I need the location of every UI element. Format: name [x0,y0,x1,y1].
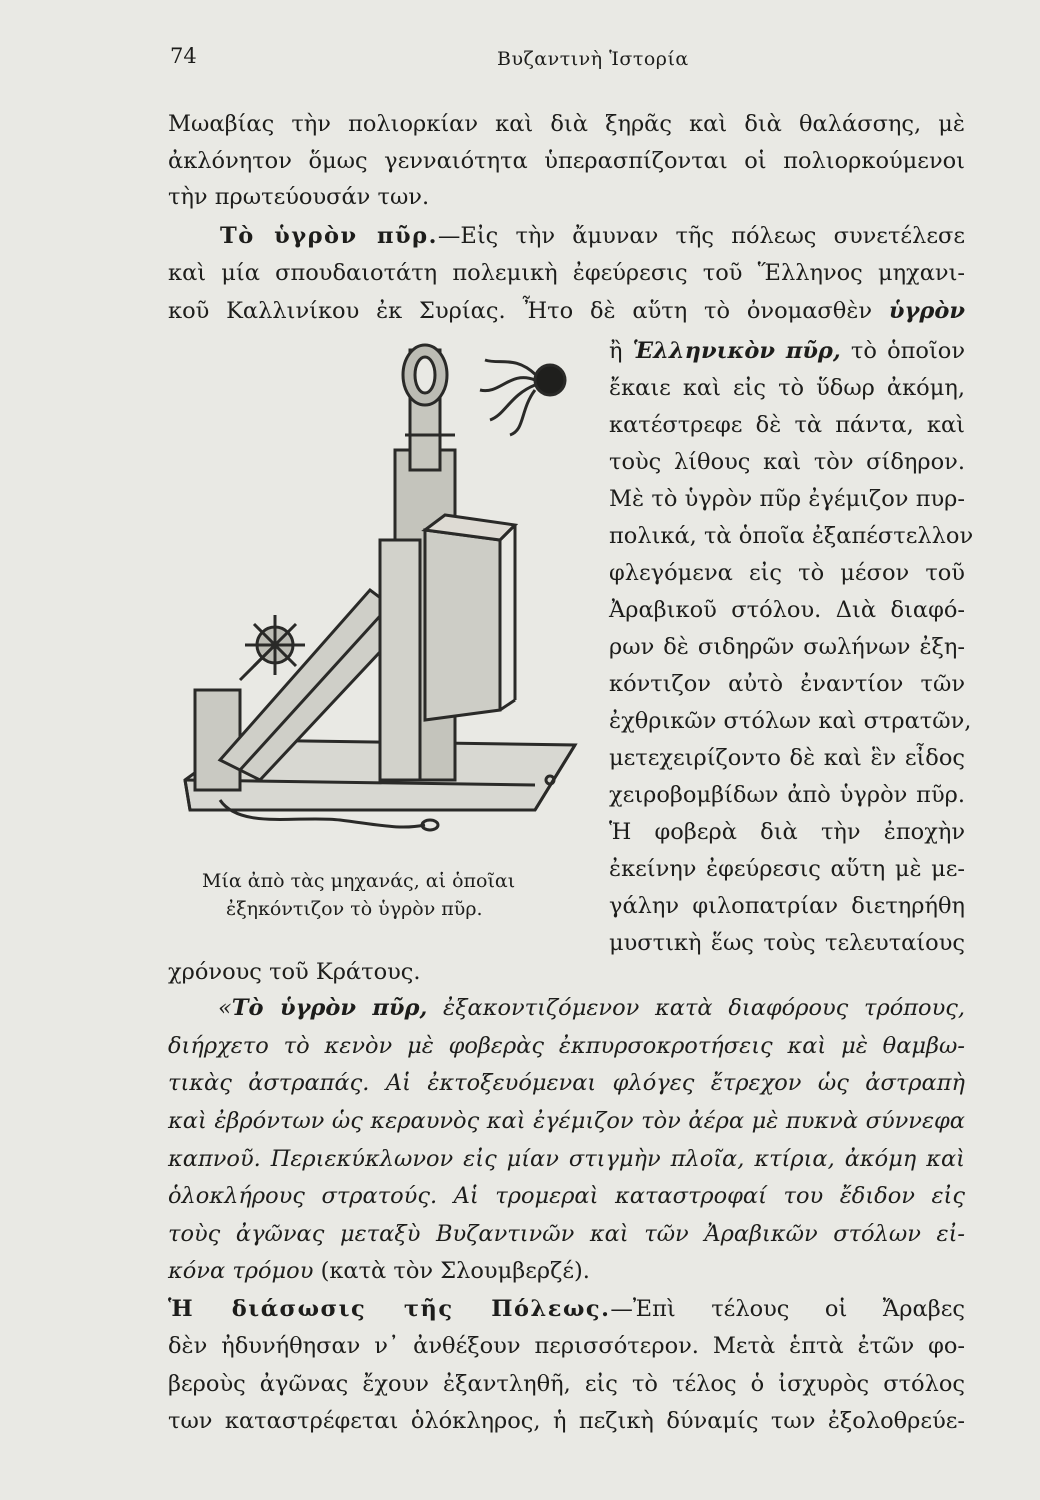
text-line: των καταστρέφεται ὁλόκληρος, ἡ πεζικὴ δύναμίς των ἐξολοθρεύε- [168,1408,965,1434]
quote-line: «Τὸ ὑγρὸν πῦρ, ἐξακοντιζόμενον κατὰ διαφόρους τρόπους, [218,995,966,1021]
section-heading-greek-fire: Τὸ ὑγρὸν πῦρ. [220,223,438,249]
page-number: 74 [170,44,197,68]
text-line: κοῦ Καλλινίκου ἐκ Συρίας. Ἦτο δὲ αὕτη τὸ ὀνομασθὲν ὑγρὸν [168,298,965,324]
column-line: ἢ Ἑλληνικὸν πῦρ, τὸ ὁποῖον [609,338,965,364]
column-line: ἐκείνην ἐφεύρεσις αὕτη μὲ με- [609,856,965,882]
quote-line: ὁλοκλήρους στρατούς. Αἱ τρομεραὶ καταστροφαί του ἔδιδον εἰς [168,1183,965,1209]
column-line: φλεγόμενα εἰς τὸ μέσον τοῦ [609,560,965,586]
text-line: Ἡ διάσωσις τῆς Πόλεως.—Ἐπὶ τέλους οἱ Ἄραβες [168,1296,965,1322]
text-line: χρόνους τοῦ Κράτους. [168,959,421,985]
quote-line: τικὰς ἀστραπάς. Αἱ ἐκτοξευόμεναι φλόγες ἔτρεχον ὡς ἀστραπὴ [168,1070,965,1096]
section-heading-city-saved: Ἡ διάσωσις τῆς Πόλεως. [168,1296,611,1322]
running-title: Βυζαντινὴ Ἱστορία [497,48,689,70]
column-line: Μὲ τὸ ὑγρὸν πῦρ ἐγέμιζον πυρ- [609,486,965,512]
text-line: καὶ μία σπουδαιοτάτη πολεμικὴ ἐφεύρεσις τοῦ Ἕλληνος μηχανι- [168,260,965,286]
column-line: τοὺς λίθους καὶ τὸν σίδηρον. [609,449,965,475]
column-line: ἔκαιε καὶ εἰς τὸ ὕδωρ ἀκόμη, [609,375,965,401]
column-line: κατέστρεφε δὲ τὰ πάντα, καὶ [609,412,965,438]
column-line: ἐχθρικῶν στόλων καὶ στρατῶν, [609,708,972,734]
column-line: μετεχειρίζοντο δὲ καὶ ἓν εἶδος [609,745,965,771]
text-line: Τὸ ὑγρὸν πῦρ.—Εἰς τὴν ἄμυναν τῆς πόλεως συνετέλεσε [168,225,965,248]
column-line: πολικά, τὰ ὁποῖα ἐξαπέστελλον [609,523,974,549]
quote-line: κόνα τρόμου (κατὰ τὸν Σλουμβερζέ). [168,1258,590,1284]
figure-caption-line: ἐξηκόντιζον τὸ ὑγρὸν πῦρ. [226,898,483,920]
text-line: ἀκλόνητον ὅμως γενναιότητα ὑπερασπίζονται οἱ πολιορκούμενοι [168,148,965,174]
text-line: τὴν πρωτεύουσάν των. [168,184,430,210]
column-line: κόντιζον αὐτὸ ἐναντίον τῶν [609,671,965,697]
quote-line: διήρχετο τὸ κενὸν μὲ φοβερὰς ἐκπυρσοκροτήσεις καὶ μὲ θαμβω- [168,1033,965,1059]
quote-line: καπνοῦ. Περιεκύκλωνον εἰς μίαν στιγμὴν πλοῖα, κτίρια, ἀκόμη καὶ [168,1146,965,1172]
column-line: Ἀραβικοῦ στόλου. Διὰ διαφό- [609,597,965,623]
column-line: μυστικὴ ἕως τοὺς τελευταίους [609,930,965,956]
text-line: Μωαβίας τὴν πολιορκίαν καὶ διὰ ξηρᾶς καὶ διὰ θαλάσσης, μὲ [168,111,965,137]
column-line: γάλην φιλοπατρίαν διετηρήθη [609,893,965,919]
column-line: Ἡ φοβερὰ διὰ τὴν ἐποχὴν [609,819,965,845]
greek-fire-machine-illustration [180,340,580,840]
column-line: χειροβομβίδων ἀπὸ ὑγρὸν πῦρ. [609,782,965,808]
quote-line: τοὺς ἀγῶνας μεταξὺ Βυζαντινῶν καὶ τῶν Ἀραβικῶν στόλων εἰ- [168,1221,965,1247]
text-line: βεροὺς ἀγῶνας ἔχουν ἐξαντληθῆ, εἰς τὸ τέλος ὁ ἰσχυρὸς στόλος [168,1371,965,1397]
quote-line: καὶ ἐβρόντων ὡς κεραυνὸς καὶ ἐγέμιζον τὸν ἀέρα μὲ πυκνὰ σύννεφα [168,1108,965,1134]
column-line: ρων δὲ σιδηρῶν σωλήνων ἐξη- [609,634,965,660]
figure-caption-line: Μία ἀπὸ τὰς μηχανάς, αἱ ὁποῖαι [202,870,516,892]
text-line: δὲν ἠδυνήθησαν ν᾽ ἀνθέξουν περισσότερον. Μετὰ ἑπτὰ ἐτῶν φο- [168,1333,965,1359]
